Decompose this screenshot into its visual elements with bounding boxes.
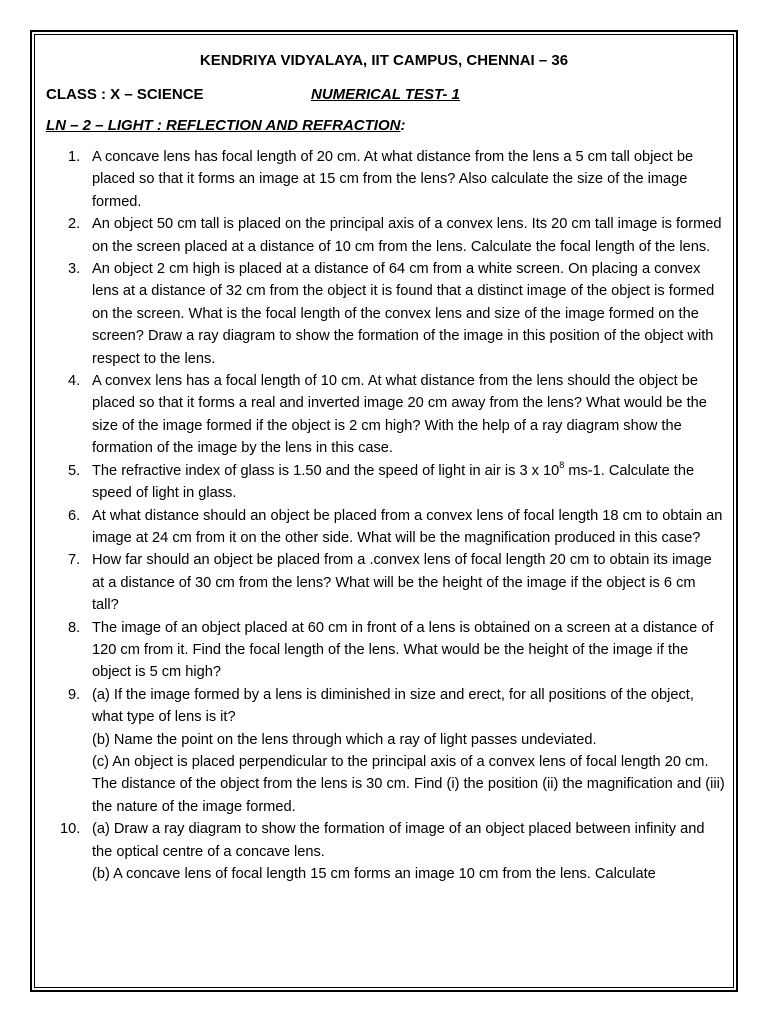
- question-number: 6.: [68, 507, 81, 524]
- question-text: [92, 505, 726, 550]
- question-text: [92, 684, 726, 818]
- question-line: (b) Name the point on the lens through which a ray of light passes undeviated.: [92, 731, 597, 748]
- question-4: [46, 370, 726, 460]
- question-number: 7.: [68, 552, 81, 569]
- question-line: How far should an object be placed from a .convex lens of focal length 20 cm to obtain its image at a distance of 30 cm from the lens? What will be the height of the image if the object is 6 cm tall?: [92, 552, 712, 614]
- question-number: 8.: [68, 619, 81, 636]
- lesson-title-text: LN – 2 – LIGHT : REFLECTION AND REFRACTION: [46, 117, 401, 134]
- question-line: [92, 460, 726, 505]
- question-line: An object 50 cm tall is placed on the principal axis of a convex lens. Its 20 cm tall image is formed on the screen placed at a distance of 10 cm from the lens. Calculate the focal length of the lens.: [92, 216, 722, 255]
- question-number: 2.: [68, 216, 81, 233]
- question-10: [46, 818, 726, 885]
- question-text: [92, 370, 726, 460]
- question-line: A convex lens has a focal length of 10 cm. At what distance from the lens should the object be placed so that it forms a real and inverted image 20 cm away from the lens? What would be the size of the image formed if the object is 2 cm high? With the help of a ray diagram show the formation of the image by the lens in this case.: [92, 373, 707, 457]
- question-text-part: The refractive index of glass is 1.50 and the speed of light in air is 3 x 10: [92, 462, 560, 479]
- question-number: 4.: [68, 373, 81, 390]
- question-number: 1.: [68, 149, 81, 165]
- question-number: 9.: [68, 686, 81, 703]
- question-text: [92, 258, 726, 370]
- question-line: The image of an object placed at 60 cm in front of a lens is obtained on a screen at a distance of 120 cm from it. Find the focal length of the lens. What would be the height of the image if the object is 5 cm high?: [92, 619, 714, 681]
- question-line: (a) If the image formed by a lens is diminished in size and erect, for all positions of the object, what type of lens is it?: [92, 686, 694, 726]
- question-list: [46, 146, 726, 885]
- school-header: KENDRIYA VIDYALAYA, IIT CAMPUS, CHENNAI – 36: [199, 52, 569, 69]
- question-text: [92, 146, 726, 213]
- question-number: 3.: [68, 261, 81, 278]
- question-9: [46, 684, 726, 818]
- lesson-title: [46, 117, 405, 134]
- question-text: [92, 460, 726, 505]
- question-8: [46, 617, 726, 684]
- question-line: A concave lens has focal length of 20 cm. At what distance from the lens a 5 cm tall object be placed so that it forms an image at 15 cm from the lens? Also calculate the size of the image formed.: [92, 149, 694, 210]
- question-line: At what distance should an object be placed from a convex lens of focal length 18 cm to obtain an image at 24 cm from it on the other side. What will be the magnification produced in this case?: [92, 507, 723, 546]
- question-line: (c) An object is placed perpendicular to the principal axis of a convex lens of focal length 20 cm. The distance of the object from the lens is 30 cm. Find (i) the position (ii) the magnification and (iii) the nature of the image formed.: [92, 753, 725, 815]
- exponent: 8: [559, 459, 565, 470]
- question-line: (b) A concave lens of focal length 15 cm forms an image 10 cm from the lens. Calculate: [92, 866, 656, 882]
- question-line: (a) Draw a ray diagram to show the formation of image of an object placed between infinity and the optical centre of a concave lens.: [92, 821, 705, 860]
- question-number: 5.: [68, 462, 81, 479]
- question-6: [46, 505, 726, 550]
- question-text: [92, 213, 726, 258]
- question-text-part: ms-1. Calculate the speed of light in glass.: [92, 462, 695, 502]
- question-2: [46, 213, 726, 258]
- question-1: [46, 146, 726, 213]
- class-label: CLASS : X – SCIENCE: [46, 86, 204, 103]
- question-number: 10.: [60, 821, 81, 838]
- question-3: [46, 258, 726, 370]
- question-5: [46, 460, 726, 505]
- lesson-title-suffix: :: [400, 117, 406, 134]
- question-text: [92, 549, 726, 616]
- question-text: [92, 818, 726, 885]
- question-text: [92, 617, 726, 684]
- test-title: NUMERICAL TEST- 1: [311, 86, 460, 103]
- question-7: [46, 549, 726, 616]
- question-line: An object 2 cm high is placed at a distance of 64 cm from a white screen. On placing a convex lens at a distance of 32 cm from the object it is found that a distinct image of the object is formed on the screen. What is the focal length of the convex lens and size of the image formed on the screen? Draw a ray diagram to show the formation of the image in this position of the object with respect to the lens.: [92, 261, 715, 367]
